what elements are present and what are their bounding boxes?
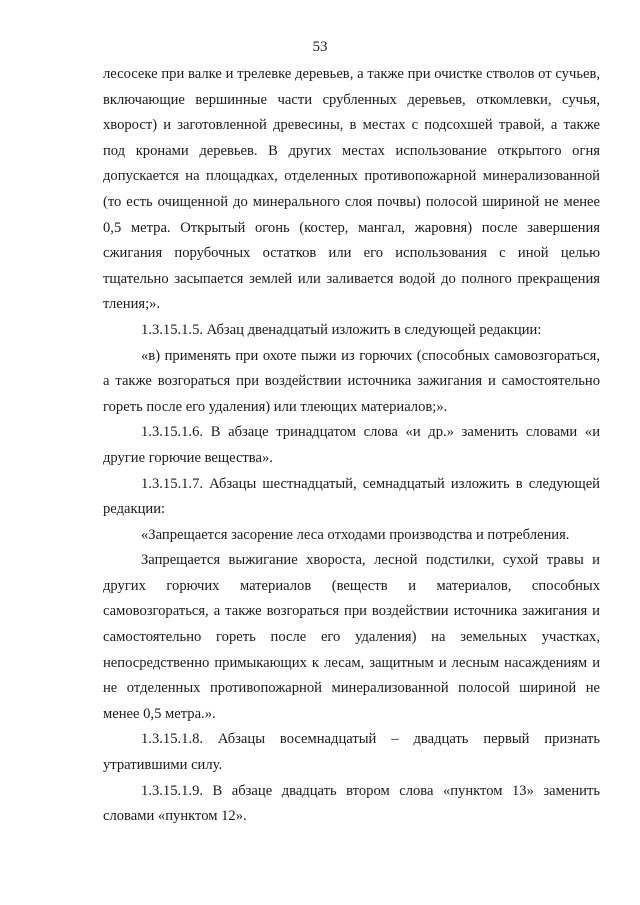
paragraph-1-3-15-1-7: 1.3.15.1.7. Абзацы шестнадцатый, семнадцатый изложить в следующей редакции: <box>103 475 600 518</box>
paragraph-quote-zasorenie: «Запрещается засорение леса отходами производства и потребления. <box>141 526 570 543</box>
page-number: 53 <box>312 39 328 55</box>
paragraph-quote-vyzhiganie: Запрещается выжигание хвороста, лесной подстилки, сухой травы и других горючих материалов (веществ и материалов, способных самовозгораться, а также возгораться при воздействии источника зажигания и самостоятельно гореть после его удаления) на земельных участках, непосредственно примыкающих к лесам, защитным и лесным насаждениям и не отделенных противопожарной минерализованной полосой шириной не менее 0,5 метра.». <box>103 552 600 722</box>
paragraph-1-3-15-1-5: 1.3.15.1.5. Абзац двенадцатый изложить в следующей редакции: <box>141 321 542 338</box>
paragraph-quote-v: «в) применять при охоте пыжи из горючих (способных самовозгораться, а также возгораться при воздействии источника зажигания и самостоятельно гореть после его удаления) или тлеющих материалов;». <box>103 347 600 415</box>
paragraph-1-3-15-1-6: 1.3.15.1.6. В абзаце тринадцатом слова «и др.» заменить словами «и другие горючие вещества». <box>103 424 600 466</box>
paragraph-1-3-15-1-8: 1.3.15.1.8. Абзацы восемнадцатый – двадцать первый признать утратившими силу. <box>103 731 600 774</box>
paragraph-1-3-15-1-9: 1.3.15.1.9. В абзаце двадцать втором слова «пунктом 13» заменить словами «пунктом 12». <box>103 782 600 825</box>
paragraph-continuation: лесосеке при валке и трелевке деревьев, а также при очистке стволов от сучьев, включающие вершинные части срубленных деревьев, откомлевки, сучья, хворост) и заготовленной древесины, в местах с подсохшей травой, а также под кронами деревьев. В других местах использование открытого огня допускается на площадках, отделенных противопожарной минерализованной (то есть очищенной до минерального слоя почвы) полосой шириной не менее 0,5 метра. Открытый огонь (костер, мангал, жаровня) после завершения сжигания порубочных остатков или его использования с иной целью тщательно засыпается землей или заливается водой до полного прекращения тления;». <box>103 66 600 313</box>
document-body <box>103 62 600 830</box>
